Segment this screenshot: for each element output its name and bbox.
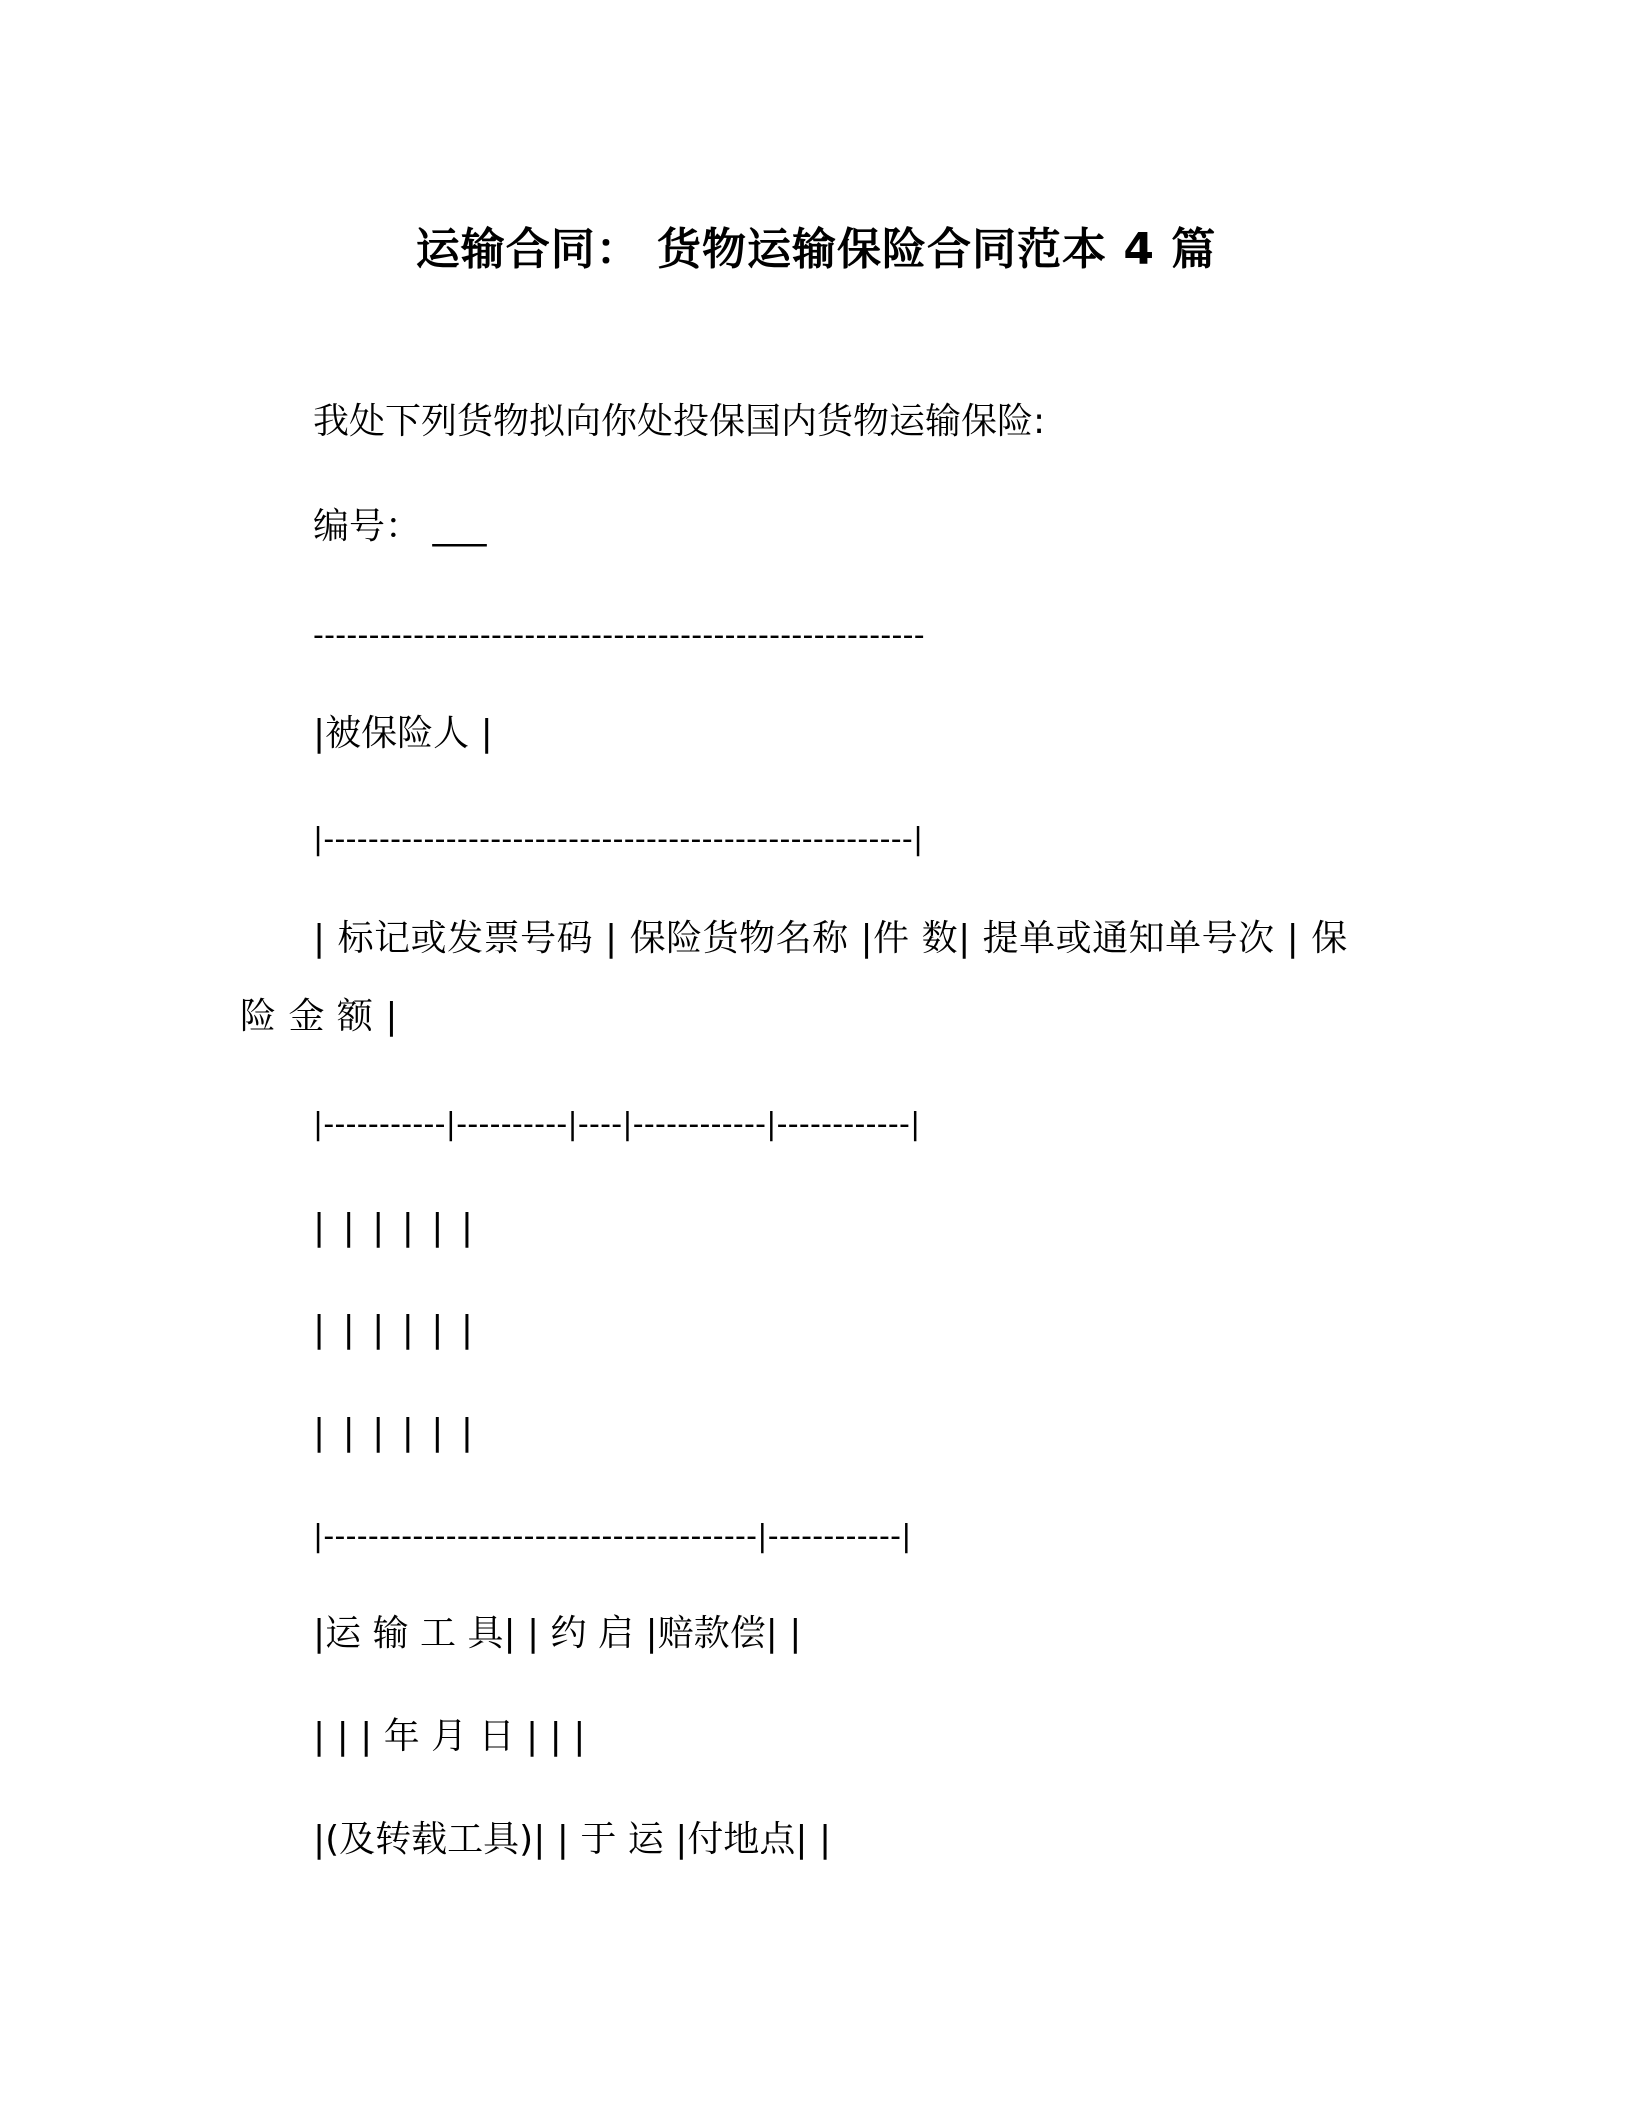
separator-top: ------------------------------------------------------- (313, 618, 925, 653)
intro-text: 我处下列货物拟向你处投保国内货物运输保险: (313, 401, 1046, 442)
number-label: 编号： ___ (313, 506, 487, 547)
separator-row-2: |-----------|----------|----|------------|------------| (313, 1107, 921, 1142)
separator-row-3: |---------------------------------------|------------| (313, 1519, 912, 1554)
insured-row: |被保险人 | (313, 713, 493, 754)
header-row: | 标记或发票号码 | 保险货物名称 |件 数| 提单或通知单号次 | 保 险 金 额 | (240, 918, 1348, 1037)
empty-row-3: | | | | | | (313, 1412, 476, 1453)
empty-row-1: | | | | | | (313, 1207, 476, 1248)
empty-row-2: | | | | | | (313, 1309, 476, 1350)
transport-row: |运 输 工 具| | 约 启 |赔款偿| | (313, 1613, 802, 1654)
separator-row-1: |-----------------------------------------------------| (313, 822, 924, 857)
date-row: | | | 年 月 日 | | | (313, 1716, 586, 1757)
document-title: 运输合同： 货物运输保险合同范本 4 篇 (415, 224, 1217, 275)
transfer-row: |(及转载工具)| | 于 运 |付地点| | (313, 1819, 832, 1860)
